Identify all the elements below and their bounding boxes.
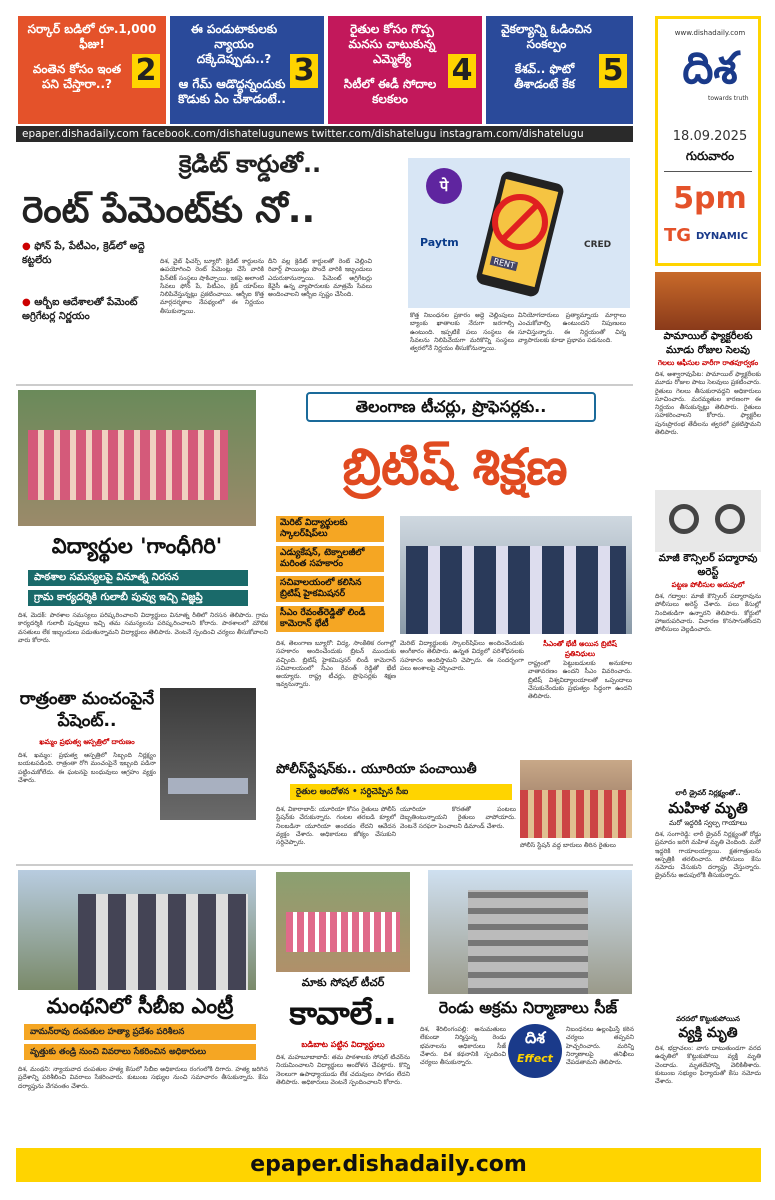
teacher-photo: [276, 872, 410, 972]
lead-body-1: దిశ, వైబ్ ఫీచర్స్ బ్యూరో: క్రెడిట్ కార్డులను ఉపయోగించి రెంట్ పేమెంట్లు చేసే వారికి ఫిన్‌టెక్ సంస్థలు షాకిచ్చాయి. ఇకపై అలాంటి సేవలు ఫోన్ పే, పేటీఎం, క్రెడ్ యాప్‌లు నిలిపివేస్తున్నట్లు ప్రకటించాయి. ఆర్బీఐ కొత్త మార్గదర్శకాల నేపథ్యంలో ఈ నిర్ణయం తీసుకున్నాయి.: [160, 258, 264, 315]
teaser-page-number: 4: [448, 54, 476, 88]
handcuffs-photo: [655, 490, 761, 552]
teacher-kicker: మాకు సోషల్ టీచర్: [301, 976, 385, 989]
sidebar-title: మాజీ కౌన్సిలర్ పద్మారావు అరెస్ట్: [658, 553, 758, 578]
patient-body: దిశ, ఖమ్మం: ప్రభుత్వ ఆస్పత్రిలో సిబ్బంది నిర్లక్ష్యం బయటపడింది. రాత్రంతా రోగి మంచంపైనే ఇబ్బంది పడినా పట్టించుకోలేదు. ఈ ఘటనపై బంధువులు ఆగ్రహం వ్యక్తం చేశారు.: [18, 752, 156, 784]
paytm-logo: Paytm: [420, 236, 459, 249]
students-photo: [18, 390, 256, 526]
british-pill: సీఎం రేవంత్‌రెడ్డితో లిండీ కామెరాన్ భేటీ: [276, 606, 384, 632]
teacher-body: దిశ, మహబూబాబాద్: తమ పాఠశాలకు సోషల్ టీచర్‌ను నియమించాలని విద్యార్థులు ఆందోళన చేపట్టారు. కొన్ని నెలలుగా ఉపాధ్యాయుడు లేక చదువులు సాగడం లేదని తెలిపారు. అధికారులు వెంటనే స్పందించాలని కోరారు.: [276, 1054, 410, 1086]
sidebar-sub: గెలలు ఆఫీసుల వారీగా రాతపూర్వకం: [657, 359, 759, 367]
students-pill-2: గ్రామ కార్యదర్శికి గులాబీ పువ్వు ఇచ్చి విజ్ఞప్తి: [28, 590, 248, 606]
teaser-headline: ఈ పండుటాకులకు న్యాయం దక్కేదెప్పుడు..?: [190, 22, 278, 66]
edition-time: 5pm: [673, 181, 747, 216]
sidebar-story-4: [655, 1014, 761, 1138]
people-silhouettes: [406, 546, 626, 634]
sidebar-body: దిశ, అశ్వారావుపేట: పామాయిల్ ఫ్యాక్టరీలకు మూడు రోజుల పాటు సెలవులు ప్రకటించారు. రైతులు గెలలు తీసుకురావద్దని అధికారులు సూచించారు. మరమ్మతుల కారణంగా ఈ నిర్ణయం తీసుకున్నట్లు తెలిపారు. రైతులు సహకరించాలని కోరారు. ఫ్యాక్టరీల పునఃప్రారంభ తేదీలను త్వరలో ప్రకటిస్తామని తెలిపారు.: [655, 371, 761, 437]
teacher-sub: బడిబాట పట్టిన విద్యార్థులు: [301, 1040, 385, 1049]
handcuffs-icon: [715, 504, 745, 534]
urea-body-2: యూరియా కొరతతో పంటలు దెబ్బతింటున్నాయని రైతులు వాపోయారు. వెంటనే సరఫరా పెంచాలని డిమాండ్ చేశారు.: [400, 806, 516, 830]
seize-headline: రెండు అక్రమ నిర్మాణాలు సీజ్: [438, 998, 618, 1017]
teaser-headline: రైతుల కోసం గొప్ప మనసు చాటుకున్న ఎమ్మెల్యే: [348, 22, 436, 66]
sidebar-sub: పట్టణ పోలీసుల అదుపులో: [671, 581, 745, 589]
sidebar-kicker: లారీ డ్రైవర్ నిర్లక్ష్యంతో..: [675, 789, 741, 797]
teacher-headline: కావాలే..: [289, 994, 397, 1032]
seize-photo: [428, 870, 632, 994]
cred-logo: CRED: [584, 240, 612, 250]
manthani-pill-2: వృత్తుకు తండ్రి నుంచి వివరాలు సేకరించిన అధికారులు: [24, 1044, 256, 1060]
urea-pill: రైతుల ఆందోళన • సర్దిచెప్పిన సీఐ: [290, 784, 512, 800]
effect-badge: [508, 1024, 562, 1078]
manthani-pill-1: వామన్‌రావు దంపతుల హత్యా ప్రదేశం పరిశీలన: [24, 1024, 256, 1040]
lead-bullet-1: [22, 240, 152, 268]
students-body: దిశ, మెదక్: పాఠశాల సమస్యలు పరిష్కరించాలని విద్యార్థులు వినూత్న రీతిలో నిరసన తెలిపారు. గ్రామ కార్యదర్శికి గులాబీ పువ్వులు ఇచ్చి తమ సమస్యలను పరిష్కరించాలని కోరారు. పాఠశాలలో మౌలిక వసతులు లేక ఇబ్బందులు పడుతున్నామని విద్యార్థులు తెలిపారు. వెంటనే స్పందించి చర్యలు తీసుకోవాలని వారు కోరారు.: [18, 612, 268, 644]
teaser-page-number: 3: [290, 54, 318, 88]
bed-shape: [168, 778, 248, 794]
urea-headline: పోలీస్‌స్టేషన్‌కు.. యూరియా పంచాయితీ: [276, 762, 477, 777]
crowd-shape: [520, 790, 632, 838]
logo-tagline: towards truth: [708, 95, 749, 102]
sidebar-story-3: [655, 788, 761, 1010]
manthani-headline: మంథనిలో సీబీఐ ఎంట్రీ: [46, 994, 234, 1018]
urea-body-1: దిశ, వికారాబాద్: యూరియా కోసం రైతులు పోలీస్ స్టేషన్‌కు చేరుకున్నారు. గంటల తరబడి క్యూలో నిలబడినా యూరియా అందడం లేదని ఆవేదన వ్యక్తం చేశారు. అధికారులు జోక్యం చేసుకుని సర్దిచెప్పారు.: [276, 806, 396, 847]
british-body-1: దిశ, తెలంగాణ బ్యూరో: విద్య, సాంకేతిక రంగాల్లో సహకారం అందించేందుకు బ్రిటన్ ముందుకు వచ్చింది. బ్రిటిష్ హైకమిషనర్ లిండీ కామెరాన్ సచివాలయంలో సీఎం రేవంత్ రెడ్డితో భేటీ అయ్యారు. రాష్ట్ర టీచర్లు, ప్రొఫెసర్లకు శిక్షణ ఇవ్వనున్నారు.: [276, 640, 396, 689]
lead-body-4: వినియోగదారులు ప్రత్యామ్నాయ మార్గాలు ఎంచుకోవాల్సి ఉంటుందని నిపుణులు సూచిస్తున్నారు. ఈ నిర్ణయంతో చిన్న వ్యాపారులకు కూడా ప్రభావం పడనుంది.: [518, 312, 626, 344]
urea-photo: [520, 760, 632, 838]
site-url[interactable]: www.dishadaily.com: [674, 29, 746, 37]
patient-sub: ఖమ్మం ప్రభుత్వ ఆస్పత్రిలో దారుణం: [39, 738, 135, 746]
masthead-divider: [664, 171, 752, 172]
sidebar-sub: మరో ఇద్దరికి స్వల్ప గాయాలు: [668, 819, 748, 827]
building-shape: [468, 890, 588, 994]
edition-dynamic: DYNAMIC: [696, 231, 748, 242]
sidebar-story-2: [655, 490, 761, 670]
seize-body-1: దిశ, శేరిలింగంపల్లి: అనుమతులు లేకుండా నిర్మిస్తున్న రెండు భవనాలను అధికారులు సీజ్ చేశారు. దిశ కథనానికి స్పందించి చర్యలు తీసుకున్నారు.: [420, 1026, 506, 1067]
footer-url[interactable]: epaper.dishadaily.com: [16, 1148, 761, 1182]
sidebar-body: దిశ, గద్వాల: మాజీ కౌన్సిలర్ పద్మారావును పోలీసులు అరెస్ట్ చేశారు. పలు కేసుల్లో నిందితుడిగా ఉన్నారని తెలిపారు. కోర్టులో హాజరుపరిచారు. విచారణ కొనసాగుతోందని పోలీసులు వెల్లడించారు.: [655, 593, 761, 634]
patient-headline: రాత్రంతా మంచంపైనే పేషెంట్..: [19, 689, 155, 731]
manthani-photo: [18, 870, 256, 990]
rent-tag: RENT: [490, 256, 519, 271]
lead-body-2: దీని వల్ల క్రెడిట్ కార్డులతో రెంట్ చెల్లించి రివార్డ్ పాయింట్లు పొందే వారికి ఇబ్బందులు ఎదురుకానున్నాయి. పేమెంట్ అగ్రిగేటర్లు కేవైసీ ఉన్న వ్యాపారులకు మాత్రమే సేవలు అందించాలని ఆర్బీఐ స్పష్టం చేసింది.: [268, 258, 372, 299]
bullet-text: ఫోన్ పే, పేటీఎం, క్రెడ్‌లో అద్దె కట్టలేరు: [22, 241, 145, 266]
teaser-subheadline: ఆ గేమ్ ఆడొద్దన్నందుకు కొడుకు ఏం చేశాడంటే..: [178, 77, 286, 106]
edition-date: 18.09.2025: [672, 129, 748, 144]
teaser-page-number: 2: [132, 54, 160, 88]
british-pill: ఎడ్యుకేషన్, టెక్నాలజీలో మరింత సహకారం: [276, 546, 384, 572]
effect-logo: దిశ: [524, 1028, 546, 1047]
sidebar-body: దిశ, భద్రాచలం: వాగు దాటుతుండగా వరద ఉధృతిలో కొట్టుకుపోయి వ్యక్తి మృతి చెందాడు. మృతదేహాన్ని వెలికితీశారు. కుటుంబ సభ్యుల ఫిర్యాదుతో కేసు నమోదు చేశారు.: [655, 1045, 761, 1086]
patient-photo: [160, 688, 256, 820]
seize-body-2: నిబంధనలు ఉల్లంఘిస్తే కఠిన చర్యలు తప్పవని హెచ్చరించారు. మరిన్ని నిర్మాణాలపై తనిఖీలు చేపడతామని తెలిపారు.: [566, 1026, 634, 1067]
divider: [16, 384, 633, 386]
students-circle: [286, 912, 400, 952]
palm-oil-photo: [655, 272, 761, 330]
sidebar-body: దిశ, సంగారెడ్డి: లారీ డ్రైవర్ నిర్లక్ష్యంతో రోడ్డు ప్రమాదం జరిగి మహిళ మృతి చెందింది. మరో ఇద్దరికి గాయాలయ్యాయి. క్షతగాత్రులను ఆస్పత్రికి తరలించారు. పోలీసులు కేసు నమోదు చేసుకుని దర్యాప్తు చేస్తున్నారు. డ్రైవర్‌ను అదుపులోకి తీసుకున్నారు.: [655, 831, 761, 880]
lead-headline: రెంట్ పేమెంట్‌కు నో..: [22, 190, 316, 231]
teaser-4[interactable]: [328, 16, 482, 124]
students-pill-1: పాఠశాల సమస్యలపై వినూత్న నిరసన: [28, 570, 248, 586]
bullet-icon: ●: [22, 241, 31, 252]
british-photo: [400, 516, 632, 634]
british-caption: సీఎంతో భేటీ అయిన బ్రిటిష్ ప్రతినిధులు: [543, 640, 617, 658]
teaser-5[interactable]: [486, 16, 633, 124]
logo: దిశ: [682, 43, 738, 94]
teaser-page-number: 5: [599, 54, 627, 88]
teaser-subheadline: వంతెన కోసం ఇంత పని చేస్తారా..?: [32, 62, 122, 91]
masthead: [655, 16, 761, 266]
teaser-3[interactable]: [170, 16, 324, 124]
bullet-text: ఆర్బీఐ ఆదేశాలతో పేమెంట్ అగ్రిగేటర్ల నిర్ణయం: [22, 297, 138, 322]
urea-caption: పోలీస్ స్టేషన్ వద్ద బారులు తీరిన రైతులు: [520, 842, 616, 849]
sidebar-story-1: [655, 272, 761, 486]
sidebar-kicker: వరదలో కొట్టుకుపోయిన: [676, 1015, 740, 1023]
teaser-headline: సర్కార్ బడిలో రూ.1,000 ఫీజు!: [27, 22, 157, 51]
sidebar-title: వ్యక్తి మృతి: [678, 1025, 738, 1041]
teaser-subheadline: సిటీలో ఈడీ సోదాల కలకలం: [343, 77, 437, 106]
british-headline: బ్రిటిష్ శిక్షణ: [342, 438, 568, 496]
lead-body-3: కొత్త నిబంధనల ప్రకారం అద్దె చెల్లింపులు బ్యాంకు ఖాతాలకు నేరుగా జరగాల్సి ఉంటుంది. ఇప్పటికే పలు సంస్థలు ఈ సేవలను నిలిపివేయగా మరికొన్ని సంస్థలు త్వరలోనే నిర్ణయం తీసుకోనున్నాయి.: [410, 312, 514, 353]
lead-kicker: క్రెడిట్ కార్డుతో..: [178, 150, 322, 178]
students-row: [28, 430, 228, 500]
british-pill: మెరిట్ విద్యార్థులకు స్కాలర్‌షిప్‌లు: [276, 516, 384, 542]
prohibited-icon: [492, 194, 548, 250]
phonepe-logo: पे: [426, 168, 462, 204]
british-pill-list: [276, 516, 384, 632]
divider: [16, 864, 633, 866]
manthani-body: దిశ, మంథని: న్యాయవాద దంపతుల హత్య కేసులో సీబీఐ అధికారులు రంగంలోకి దిగారు. హత్య జరిగిన ప్రదేశాన్ని పరిశీలించి వివరాలు సేకరించారు. కుటుంబ సభ్యుల నుంచి సమాచారం తీసుకున్నారు. కేసు దర్యాప్తును వేగవంతం చేశారు.: [18, 1066, 268, 1090]
lead-bullet-2: [22, 296, 152, 324]
teaser-2[interactable]: [18, 16, 166, 124]
effect-word: Effect: [517, 1052, 553, 1065]
social-links-bar[interactable]: epaper.dishadaily.com facebook.com/dishatelugunews twitter.com/dishatelugu instagram.com/dishatelugu: [16, 126, 633, 142]
edition-day: గురువారం: [685, 149, 735, 163]
officials-shape: [78, 894, 248, 990]
edition-tg: TG: [664, 225, 692, 246]
british-kicker: తెలంగాణ టీచర్లు, ప్రొఫెసర్లకు..: [306, 392, 596, 422]
bullet-icon: ●: [22, 297, 31, 308]
teaser-subheadline: కేశవ్.. ఫొటో తీశాడంటే కేక: [514, 62, 575, 91]
handcuffs-icon: [669, 504, 699, 534]
students-headline: విద్యార్థుల 'గాంధీగిరి': [51, 534, 223, 558]
british-body-3: రాష్ట్రంలో పెట్టుబడులకు అనుకూల వాతావరణం ఉందని సీఎం వివరించారు. బ్రిటిష్ విశ్వవిద్యాలయాలతో ఒప్పందాలు చేసుకునేందుకు ప్రభుత్వం సిద్ధంగా ఉందని తెలిపారు.: [528, 660, 632, 701]
sidebar-title: మహిళ మృతి: [668, 799, 748, 817]
british-pill: సచివాలయంలో కలిసిన బ్రిటిష్ హైకమిషనర్: [276, 576, 384, 602]
prohibited-slash: [501, 203, 539, 241]
teaser-headline: వైకల్యాన్ని ఓడించిన సంకల్పం: [501, 22, 592, 51]
lead-illustration: [408, 158, 630, 308]
sidebar-title: పామాయిల్ ఫ్యాక్టరీలకు మూడు రోజుల సెలవు: [663, 331, 753, 356]
british-body-2: మెరిట్ విద్యార్థులకు స్కాలర్‌షిప్‌లు అందించేందుకు అంగీకారం తెలిపారు. ఉన్నత విద్యలో పరిశోధనలకు సహకారం అందిస్తామని చెప్పారు. ఈ సందర్భంగా పలు అంశాలపై చర్చించారు.: [400, 640, 524, 672]
